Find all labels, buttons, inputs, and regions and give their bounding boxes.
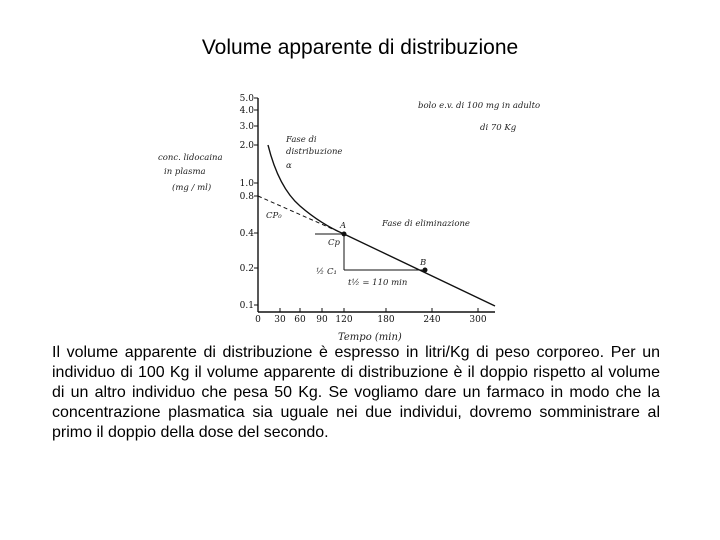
- half-cp-label: ½ C₁: [316, 267, 337, 277]
- y-tick-label: 0.1: [239, 301, 254, 311]
- pharmacokinetic-chart: [150, 88, 541, 350]
- y-tick-label: 0.2: [239, 264, 254, 274]
- body-paragraph: Il volume apparente di distribuzione è espresso in litri/Kg di peso corporeo. Per un individuo di 100 Kg il volume apparente di distribuzione è il doppio rispetto al volume di un altro individuo che pesa 50 Kg. Se vogliamo dare un farmaco in modo che la concentrazione plasmatica sia uguale nei due individui, dovremo somministrare al primo il doppio della dose del secondo.: [52, 344, 660, 441]
- point-b-label: B: [420, 258, 427, 268]
- y-tick-label: 4.0: [239, 106, 254, 116]
- x-tick-label: 180: [377, 315, 395, 325]
- y-tick-label: 2.0: [239, 141, 254, 151]
- y-tick-label: 0.8: [239, 192, 254, 202]
- alpha-label: α: [286, 161, 292, 171]
- y-tick-label: 5.0: [239, 94, 254, 104]
- x-tick-label: 300: [469, 315, 487, 325]
- point-a-marker: [342, 232, 347, 237]
- point-a-label: A: [340, 221, 347, 231]
- half-life-label: t½ = 110 min: [348, 278, 408, 288]
- note-line: di 70 Kg: [480, 123, 517, 133]
- note-line: bolo e.v. di 100 mg in adulto: [418, 101, 541, 111]
- y-tick-label: 1.0: [239, 179, 254, 189]
- x-tick-label: 240: [423, 315, 441, 325]
- ylabel-line: in plasma: [164, 167, 206, 177]
- slide-title: Volume apparente di distribuzione: [201, 36, 519, 59]
- point-b-marker: [423, 268, 428, 273]
- ylabel-line: (mg / ml): [172, 183, 212, 193]
- chart-canvas: [150, 88, 541, 350]
- y-tick-label: 0.4: [239, 229, 254, 239]
- cp-label: Cp: [328, 238, 340, 248]
- elimination-phase-label: Fase di eliminazione: [382, 219, 470, 229]
- distribution-phase-label: Fase di: [286, 135, 317, 145]
- ylabel-line: conc. lidocaina: [158, 153, 223, 163]
- y-tick-label: 3.0: [239, 122, 254, 132]
- x-tick-label: 60: [294, 315, 306, 325]
- x-tick-label: 30: [274, 315, 286, 325]
- x-tick-label: 90: [316, 315, 328, 325]
- x-tick-label: 0: [255, 315, 261, 325]
- x-tick-label: 120: [335, 315, 353, 325]
- distribution-phase-label: distribuzione: [286, 147, 343, 157]
- x-axis-label: Tempo (min): [338, 332, 402, 343]
- cp0-label: CP₀: [266, 211, 282, 221]
